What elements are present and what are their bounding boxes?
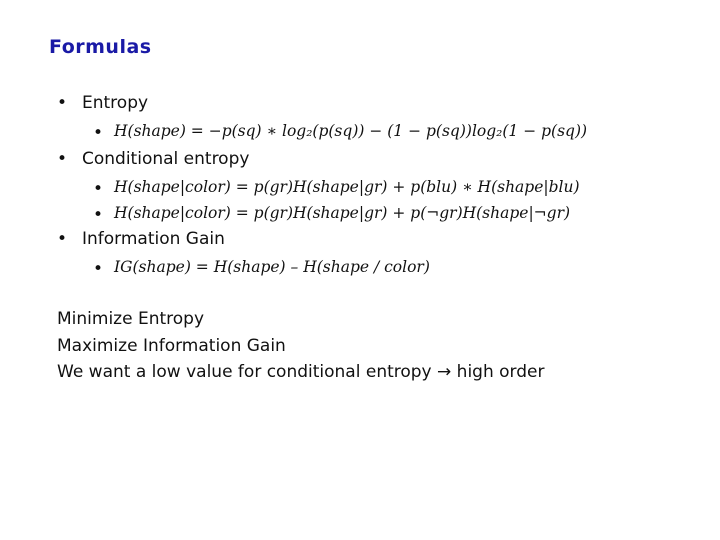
bullet-dot: •	[93, 123, 104, 143]
bullet-dot: •	[57, 229, 68, 249]
bullet-label: Information Gain	[82, 229, 225, 249]
note-minimize-entropy: Minimize Entropy	[57, 309, 205, 329]
bullet-label: Conditional entropy	[82, 149, 250, 169]
note-low-conditional-entropy: We want a low value for conditional entropy → high order	[57, 362, 545, 382]
formula-text: H(shape|color) = p(gr)H(shape|gr) + p(blu) ∗ H(shape|blu)	[114, 178, 580, 196]
bullet-label: Entropy	[82, 93, 149, 113]
bullet-dot: •	[93, 259, 104, 279]
bullet-dot: •	[93, 179, 104, 199]
slide-title: Formulas	[49, 36, 152, 58]
formula-text: H(shape|color) = p(gr)H(shape|gr) + p(¬gr)H(shape|¬gr)	[114, 204, 571, 222]
bullet-dot: •	[93, 205, 104, 225]
formula-text: IG(shape) = H(shape) – H(shape / color)	[114, 258, 430, 276]
bullet-dot: •	[57, 149, 68, 169]
bullet-dot: •	[57, 93, 68, 113]
formula-text: H(shape) = −p(sq) ∗ log₂(p(sq)) − (1 − p(sq))log₂(1 − p(sq))	[114, 122, 588, 140]
note-maximize-information-gain: Maximize Information Gain	[57, 336, 286, 356]
